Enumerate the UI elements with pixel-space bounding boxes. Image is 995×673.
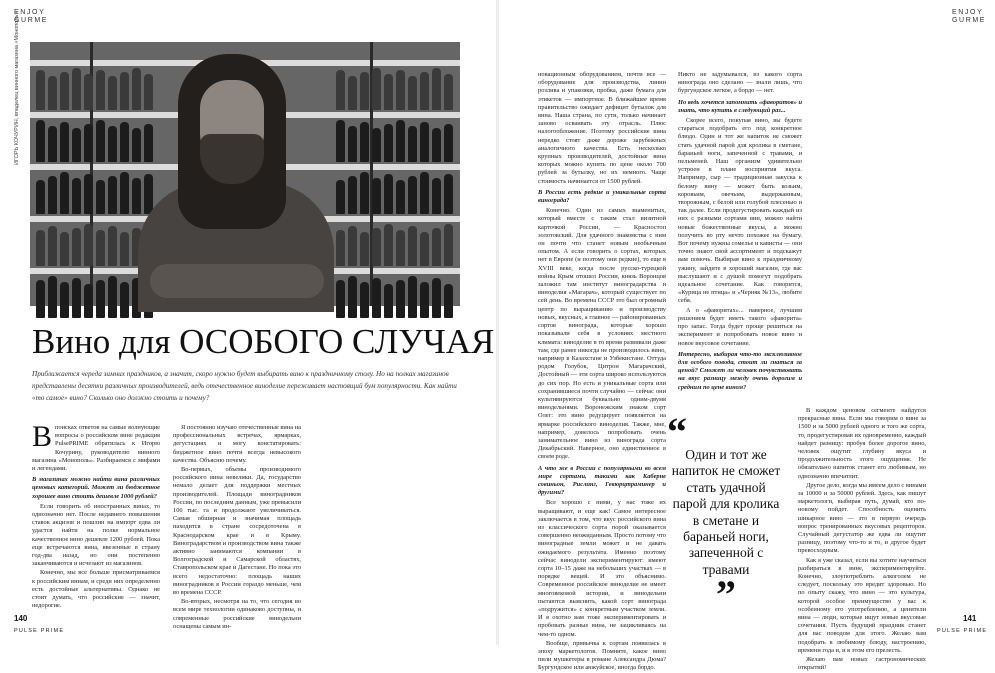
paragraph: Вообще, привычка к сортам появилась в эпоху маркетологов. Помните, какое вино пили мушкетеры в романе Александра Дюма? Бургундское или анжуйское, иногда бордо.: [538, 639, 666, 672]
wine-bottle: [120, 172, 129, 214]
wine-bottle: [144, 174, 153, 214]
wine-bottle: [60, 282, 69, 318]
wine-bottle: [84, 174, 93, 214]
wine-bottle: [132, 178, 141, 214]
interview-question: А что же в России с популярными во всем мире сортами, такими как Каберне совиньон, Рислинг, Гевюрцтраминер и другими?: [538, 464, 666, 497]
wine-bottle: [432, 178, 441, 214]
wine-bottle: [348, 226, 357, 266]
footer-brand-right: PULSE PRIME: [937, 628, 988, 634]
paragraph: А о «фаворитах»... наверное, лучшим решением будет иметь такого «фаворита» про запас. Тогда будет проще решиться на эксперимент и попробовать новое вино и новое вкусовое сочетание.: [678, 306, 802, 347]
wine-bottle: [36, 120, 45, 162]
wine-bottle: [336, 70, 345, 110]
page-number-right: 141: [963, 614, 977, 623]
wine-bottle: [396, 230, 405, 266]
wine-bottle: [444, 74, 453, 110]
running-head-line: GURME: [952, 17, 987, 24]
wine-bottle: [48, 126, 57, 162]
wine-bottle: [348, 126, 357, 162]
wine-bottle: [84, 74, 93, 110]
wine-bottle: [408, 176, 417, 214]
running-head-line: ENJOY: [952, 9, 984, 16]
pull-quote: [667, 409, 783, 618]
wine-bottle: [84, 284, 93, 318]
drop-cap: В: [32, 420, 53, 453]
wine-bottle: [348, 276, 357, 318]
text-column-4-continued: [798, 407, 926, 672]
wine-bottle: [120, 232, 129, 266]
portrait-photo: [30, 42, 460, 306]
wine-bottle: [360, 72, 369, 110]
paragraph: новационным оборудованием, почти все — оборудование для производства, линии розлива и упаковки, пробка, даже бумага для этикеток — импортное. В ближайшее время правительство ожидает дефицит бутылок для вина. Наша страна, по сути, только начинает заново осваивать эту отрасль. Плюс налогообложение. Поэтому российские вина нередко стоят даже дороже зарубежных аналогичного качества. Есть несколько крупных производителей, достойные вина которых можно купить по цене около 700 рублей за бутылку, но их немного. Чаще стоимость начинается от 1500 рублей.: [538, 71, 666, 185]
running-head-line: ENJOY: [14, 9, 46, 16]
wine-bottle: [348, 176, 357, 214]
article-title: Вино для ОСОБОГО СЛУЧАЯ: [32, 322, 495, 361]
wine-bottle: [360, 122, 369, 162]
wine-bottle: [36, 280, 45, 318]
close-quote-mark: ”: [716, 572, 736, 618]
wine-bottle: [48, 226, 57, 266]
paragraph: Во-вторых, несмотря на то, что сегодня во всем мире технологии одинаково доступны, и современные российские винодельни оснащены самым ин-: [173, 598, 301, 630]
wine-bottle: [384, 74, 393, 110]
text-column-2: [173, 424, 301, 630]
wine-bottle: [72, 128, 81, 162]
interview-question: В магазинах можно найти вина различных ценовых категорий. Может ли бюджетное хорошее вино стоить дешевле 1000 рублей?: [32, 476, 160, 500]
wine-bottle: [48, 176, 57, 214]
article-lede: Приближается череда зимних праздников, а значит, скоро нужно будет выбирать вино к праздничному столу. Но на полках магазинов представлены десятки различных производителей, ведь отечественное виноделие переживает настоящий бум популярности. Как найти «то самое» вино? Сколько оно должно стоить и почему?: [32, 370, 457, 403]
open-quote-mark: “: [667, 409, 687, 454]
wine-bottle: [396, 120, 405, 162]
wine-bottle: [144, 124, 153, 162]
wine-bottle: [420, 72, 429, 110]
wine-bottle: [384, 124, 393, 162]
wine-bottle: [336, 180, 345, 214]
page-gutter: [496, 0, 499, 645]
wine-bottle: [144, 74, 153, 110]
wine-bottle: [120, 72, 129, 110]
wine-bottle: [372, 128, 381, 162]
wine-bottle: [96, 120, 105, 162]
wine-bottle: [336, 120, 345, 162]
wine-bottle: [360, 282, 369, 318]
running-head-right: [952, 9, 986, 25]
wine-bottle: [372, 278, 381, 318]
wine-bottle: [384, 224, 393, 266]
wine-bottle: [60, 232, 69, 266]
paragraph: Как я уже сказал, если вы хотите научиться разбираться в вине, экспериментируйте. Конечно, злоупотреблять алкоголем не следует, поскольку это вредит здоровью. Но по опыту скажу, что вино — это культура, которой особое преимущество у вас к особенному его употреблению, а ценители вина — люди, которые ищут новые вкусовые сочетания. Пусть будущий праздник станет для вас поводом для этого. Желаю вам подобрать к любимому блюду, настроению, времени года и, и в этом его прелесть.: [798, 556, 926, 654]
wine-bottle: [396, 180, 405, 214]
wine-bottle: [72, 178, 81, 214]
wine-bottle: [60, 72, 69, 110]
wine-bottle: [72, 228, 81, 266]
wine-bottle: [96, 280, 105, 318]
wine-bottle: [360, 172, 369, 214]
photo-credit: ИГОРЬ КОЧУРИН, владелец винного магазина «Монополь»: [14, 11, 20, 165]
paragraph: Другое дело, когда мы имеем дело с винами за 10000 и за 50000 рублей. Здесь, как пишут маркетологи, выбирая путь, думай, кто по-новому пойдет. Способность оценить шикарное вино — это в первую очередь вопрос тренированных вкусовых рецепторов. Случайный дегустатор же едва ли ощутит разницу, поэтому что-то и то, и другое будет превосходным.: [798, 481, 926, 555]
paragraph: Конечно. Один из самых знаменитых, который вместе с таким стал визитной карточкой России, — Красностоп золотовский. Для удачного знакомства с ним он почти что станет новым необычным опытом. А если говорить о сортах, которых нет в Европе (и поэтому они редкие), то еще в XVIII веке, когда после русско-турецкой войны Крым отошел России, князь Воронцов заложил там институт виноградарства и виноделия «Магарач», который существует по сей день. Во времена СССР это был огромный центр по выращиванию и производству новых, вкусных, а главное — районированных сортов винограда, которые хорошо показывали себя в условиях местного климата: виноделие в то время развивали даже там, где ранее никогда не производилось вино, например в Казахстане и Узбекистане. Оттуда родом Голубок, Цитрон Магарачский, Достойный — эти сорта широко используются до сих пор. Но есть и уникальные сорта или сохранившиеся почти случайно — сейчас они культивируются буквально одним-двумя винодельнями. Воронежским знаком сорт Олег: это вино редуцирует появляется на ярмарке российского виноделия. Также, мне, например, довелось попробовать очень занимательное вино из винограда сорта Декабрьский. Наверное, оно единственное в своем роде.: [538, 207, 666, 461]
wine-bottle: [36, 180, 45, 214]
paragraph: Во-первых, объемы производимого российского вина невелики. Да, государство немало делает для поддержки местных производителей. Площади виноградников России, по последним данным, уже превысили 100 тыс. га и продолжают увеличиваться. Самая обширная и значимая площадь находится в стране сосредоточена в Краснодарском крае и в Крыму. Виноградарством и производством вина также активно занимаются компании в Волгоградской и Самарской областях, Ставропольском крае и Дагестане. Но пока это всего недостаточно: площадь наших виноградников в России гораздо меньше, чем во времена СССР.: [173, 466, 301, 597]
paragraph-text: поисках ответов на самые волнующие вопросы о российском вине редакция PulsePRIME обратилась к Игорю Кочурину, руководителю винного магазина «Монополь». Разбираемся с мифами и легендами.: [32, 424, 160, 473]
person-arms: [150, 264, 324, 298]
wine-bottle: [120, 122, 129, 162]
running-head-line: GURME: [14, 17, 49, 24]
paragraph: Я постоянно изучаю отечественные вина на профессиональных встречах, ярмарках, дегустациях и могу констатировать: бюджетное вино почти всегда невысокого качества. Объясню почему.: [173, 424, 301, 464]
wine-bottle: [384, 284, 393, 318]
wine-bottle: [108, 226, 117, 266]
paragraph: Все хорошо с ними, у нас тоже их выращивают, и еще как! Самое интересное заключается в том, что вкус российского вина из классического сорта порой оказывается совершенно неожиданным. Просто потому что виноградные земли может и не давать ожидаемого результата. Именно поэтому сейчас винодели экспериментируют: имеют сорта 10–15 даже на небольших участках — в порядке вещей. И это объяснимо. Современное российское виноделие не имеет многовековой истории, и винодельни пытаются выяснить, какой сорт винограда «подружится» с конкретным участком земли. И я охотно вам тоже экспериментировать и пробовать разные вина, не зацикливаясь на чем-то одном.: [538, 499, 666, 638]
wine-bottle: [432, 68, 441, 110]
wine-bottle: [408, 226, 417, 266]
wine-bottle: [336, 230, 345, 266]
wine-bottle: [48, 276, 57, 318]
wine-bottle: [372, 178, 381, 214]
wine-bottle: [372, 68, 381, 110]
wine-bottle: [108, 176, 117, 214]
wine-bottle: [60, 122, 69, 162]
wine-bottle: [408, 276, 417, 318]
paragraph: [32, 420, 160, 473]
wine-bottle: [72, 278, 81, 318]
wine-bottle: [420, 122, 429, 162]
wine-bottle: [84, 224, 93, 266]
wine-bottle: [36, 230, 45, 266]
wine-bottle: [84, 124, 93, 162]
wine-bottle: [432, 228, 441, 266]
wine-bottle: [408, 126, 417, 162]
wine-bottle: [96, 70, 105, 110]
wine-bottle: [444, 224, 453, 266]
wine-bottle: [420, 282, 429, 318]
wine-bottle: [36, 70, 45, 110]
wine-bottle: [444, 284, 453, 318]
wine-bottle: [384, 174, 393, 214]
paragraph: В каждом ценовом сегменте найдутся прекрасные вина. Если мы говорим о вине за 1500 и за 5000 рублей одного и того же сорта, то, продегустировав их одновременно, каждый найдет разницу: пробуя более дорогое вино, человек ощутит глубину вкуса и продолжительность этого ощущения. Не обязательно напиток станет его любимым, но однозначно впечатлит.: [798, 407, 926, 480]
paragraph: Конечно, мы все больше присматриваемся к российским винам, и среди них определенно есть достойные альтернативы. Однако не стоит думать, что российские — значит, недорогие.: [32, 569, 160, 610]
wine-bottle: [348, 76, 357, 110]
wine-bottle: [444, 174, 453, 214]
wine-bottle: [132, 128, 141, 162]
wine-bottle: [372, 228, 381, 266]
text-column-4: [678, 71, 802, 407]
wine-bottle: [396, 70, 405, 110]
interview-question: Интересно, выбирая что-то эксклюзивное для особого повода, стоит ли гнаться за ценой? Сможет ли человек почувствовать на вкус разницу между очень дорогим и средним по цене вином?: [678, 350, 802, 391]
wine-bottle: [60, 172, 69, 214]
paragraph: Желаю вам новых гастрономических открытий!: [798, 656, 926, 672]
wine-bottle: [48, 76, 57, 110]
wine-bottle: [336, 280, 345, 318]
wine-bottle: [396, 280, 405, 318]
wine-bottle: [444, 124, 453, 162]
wine-bottle: [96, 230, 105, 266]
text-column-3: [538, 71, 666, 672]
pull-quote-text: Один и тот же напиток не сможет стать удачной парой для кролика в сметане и бараньей ноги, запеченной с травами: [671, 447, 781, 577]
wine-bottle: [108, 76, 117, 110]
wine-bottle: [72, 68, 81, 110]
wine-bottle: [408, 76, 417, 110]
wine-bottle: [120, 282, 129, 318]
wine-bottle: [420, 232, 429, 266]
paragraph: Скорее всего, покупая вино, вы будете стараться подобрать его под конкретное блюдо. Один и тот же напиток не сможет стать удачной парой для кролика в сметане, бараньей ноги, запеченной с травами, и пельменей. Наш организм удивительно устроен в плане восприятия вкуса. Например, сыр — традиционная закуска к белому вину — может быть козьим, коровьим, овечьим, выдержанным, творожным, с белой или голубой плесенью и так далее. Если продегустировать каждый из них с разными сортами вин, можно найти новые божественные вкусы, а можно получить во рту нечто похожее на бумагу. Вот почему нужны сомелье и кависты — они точно знают свой ассортимент и подскажут вам помочь. Выбирая вино к праздничному ужину, зайдите в хороший магазин, где вас выслушают и с душой помогут подобрать идеальное сочетание. Как говорится, «Курица не птица» и «Черняк №13», любите себя.: [678, 117, 802, 305]
interview-question: Но ведь хочется запомнить «фаворитов» и знать, что купить в следующий раз...: [678, 98, 802, 114]
wine-bottle: [420, 172, 429, 214]
wine-bottle: [96, 180, 105, 214]
paragraph: Никто не задумывался, из какого сорта винограда оно сделано — знали лишь, что бургундское легкое, а бордо — нет.: [678, 71, 802, 95]
page-number-left: 140: [14, 614, 28, 623]
paragraph: Если говорить об иностранных винах, то однозначно нет. После недавнего повышения ставок акцизов и пошлин на импорт едва ли удастся найти на полке нормальное качественное вино дешевле 1200 рублей. Пока еще встречаются вина, ввезенные в страну год-два назад, но они постепенно заканчиваются и исчезают из магазинов.: [32, 502, 160, 568]
interview-question: В России есть редкие и уникальные сорта винограда?: [538, 188, 666, 205]
wine-bottle: [108, 276, 117, 318]
wine-bottle: [108, 126, 117, 162]
wine-bottle: [132, 68, 141, 110]
wine-bottle: [360, 232, 369, 266]
wine-bottle: [432, 128, 441, 162]
text-column-1: [32, 420, 160, 610]
wine-bottle: [432, 278, 441, 318]
footer-brand-left: PULSE PRIME: [14, 628, 65, 634]
